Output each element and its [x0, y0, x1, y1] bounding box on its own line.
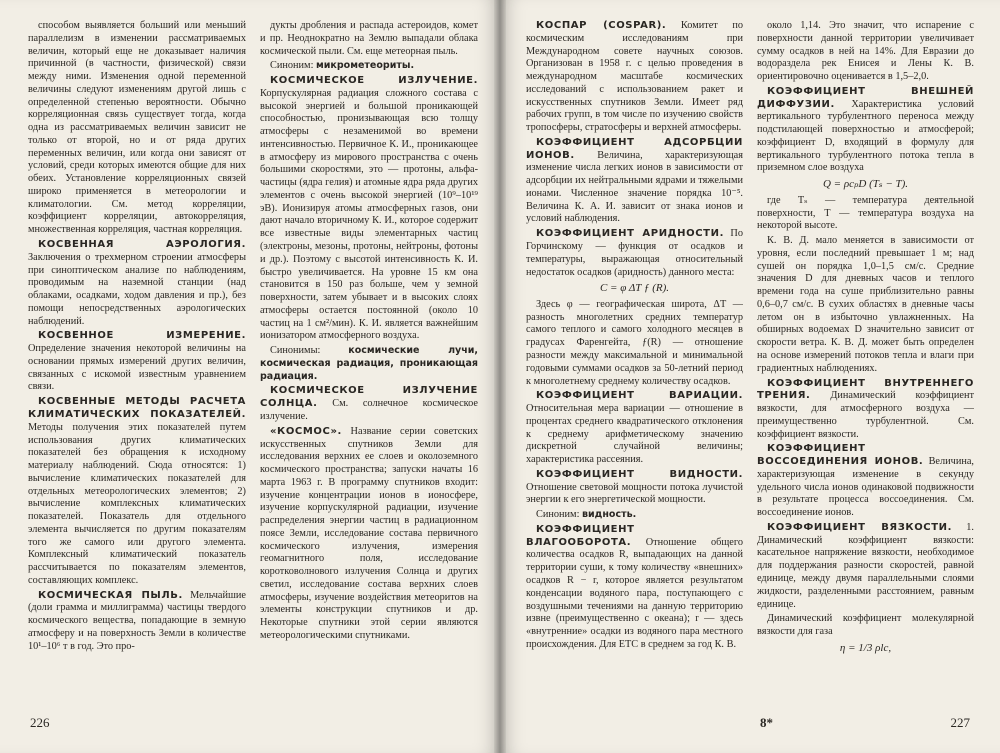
synonym-term: микрометеориты. [316, 60, 415, 72]
dictionary-entry [757, 613, 974, 639]
dictionary-entry [757, 443, 974, 520]
entry-headword: КОСВЕННАЯ АЭРОЛОГИЯ. [38, 239, 246, 251]
synonym-label: Синоним: [536, 509, 580, 521]
entry-headword: КОСВЕННОЕ ИЗМЕРЕНИЕ. [38, 330, 246, 342]
synonym-label: Синонимы: [270, 345, 321, 357]
entry-paragraph [28, 239, 246, 328]
entry-text: Методы получения этих показателей путем использования других климатических показателей без обращения к исходному материалу наблюдений. Сюда относятся: 1) вычисление климатических показателей для отдельных метеорологических элементов; 2) вычисление комплексных климатических показателей. Показатель для отдельного элемента вычисляется по другим показателям того же самого или другого элемента. Комплексный климатический показатель рассчитывается по показателям элементов, составляющих комплекс. [28, 421, 246, 586]
book-gutter [494, 0, 506, 753]
entry-text: Относительная мера вариации — отношение в процентах среднего квадратического отклонения к среднему арифметическому значению дискретной случайной величины; характеристика рассеяния. [526, 403, 743, 466]
entry-headword: КОЭФФИЦИЕНТ ВИДНОСТИ. [536, 468, 743, 480]
entry-headword: КОСПАР (COSPAR). [536, 20, 667, 31]
dictionary-entry [757, 522, 974, 611]
signature-mark: 8* [760, 715, 773, 730]
entry-paragraph [757, 378, 974, 442]
dictionary-entry [260, 345, 478, 383]
left-page-columns [28, 20, 478, 705]
entry-headword: КОЭФФИЦИЕНТ АДСОРБЦИИ ИОНОВ. [526, 136, 743, 161]
dictionary-entry [757, 235, 974, 375]
entry-headword: КОСМИЧЕСКОЕ ИЗЛУЧЕНИЕ СОЛНЦА. [260, 385, 478, 410]
entry-text: По Горчинскому — функция от осадков и температуры, выражающая относительный недостаток осадков (аридность) данного места: [526, 228, 743, 278]
entry-text: где Tₛ — температура деятельной поверхности, T — температура воздуха на некоторой высоте. [757, 194, 974, 232]
entry-paragraph [526, 509, 743, 522]
dictionary-entry [260, 75, 478, 343]
dictionary-entry [28, 239, 246, 328]
entry-text: Определение значения некоторой величины на основании прямых измерений других величин, связанных с искомой известным уравнением связи. [28, 343, 246, 393]
entry-text: Заключения о трехмерном строении атмосферы при синоптическом анализе по наблюдениям, проводимым на наземной станции (над облаками, осадками, ходом давления и пр.), без помощи непосредственных аэрологических наблюдений. [28, 251, 246, 327]
dictionary-entry [28, 330, 246, 394]
dictionary-entry [260, 385, 478, 423]
entry-paragraph [757, 195, 974, 233]
entry-paragraph [526, 469, 743, 507]
entry-text: Отношение общего количества осадков R, выпадающих на данной территории суши, к тому количеству «внешних» осадков R − r, которое является результатом конденсации водяного пара, поступающего с воздушными течениями на данную территорию извне (преимущественно с океана); r — здесь «внутренние» осадки из водяного пара местного происхождения. Для ЕТС в среднем за год К. В. [526, 536, 743, 650]
synonym-label: Синоним: [270, 60, 314, 72]
entry-paragraph [260, 60, 478, 73]
dictionary-entry [260, 426, 478, 643]
dictionary-entry [526, 390, 743, 467]
dictionary-entry [757, 642, 974, 656]
entry-headword: КОСВЕННЫЕ МЕТОДЫ РАСЧЕТА КЛИМАТИЧЕСКИХ ПОКАЗАТЕЛЕЙ. [28, 396, 246, 420]
entry-headword: КОЭФФИЦИЕНТ ВНУТРЕННЕГО ТРЕНИЯ. [757, 377, 974, 402]
page-number: 227 [950, 715, 970, 730]
dictionary-entry [526, 137, 743, 226]
dictionary-entry [28, 396, 246, 587]
entry-headword: КОСМИЧЕСКОЕ ИЗЛУЧЕНИЕ. [270, 75, 478, 87]
synonym-term: космические лучи, космическая радиация, проникающая радиация. [260, 345, 478, 382]
left-column-2 [260, 20, 478, 705]
dictionary-entry [757, 20, 974, 84]
entry-text: Величина, характеризующая изменение числа легких ионов в зависимости от адсорбции их нейтральными ядрами и тяжелыми ионами. Численное значение порядка 10⁻⁵. Величина К. А. И. зависит от знака ионов и условий наблюдения. [526, 149, 743, 225]
entry-text: Характеристика условий вертикального турбулентного переноса между подстилающей поверхностью и атмосферой; коэффициент D, входящий в формулу для вертикального турбулентного потока тепла в приземном слое воздуха [757, 98, 974, 174]
entry-headword: КОСМИЧЕСКАЯ ПЫЛЬ. [38, 589, 183, 601]
dictionary-entry [757, 86, 974, 175]
entry-headword: КОЭФФИЦИЕНТ ВОССОЕДИНЕНИЯ ИОНОВ. [757, 443, 924, 468]
entry-headword: КОЭФФИЦИЕНТ ВЯЗКОСТИ. [767, 521, 953, 533]
formula: Q = ρcₚD (Tₛ − T). [822, 178, 909, 191]
entry-text: Мельчайшие (доли грамма и миллиграмма) частицы твердого космического вещества, попадающие в земную атмосферу и на поверхность Земли в количестве 10¹–10⁶ т в год. Это про- [28, 589, 246, 652]
dictionary-entry [526, 524, 743, 652]
right-page-columns [526, 20, 974, 705]
dictionary-entry [757, 378, 974, 442]
entry-headword: «КОСМОС». [270, 425, 342, 437]
entry-paragraph [757, 20, 974, 84]
entry-text: Отношение световой мощности потока лучистой энергии к его энергетической мощности. [526, 481, 743, 506]
entry-paragraph [28, 20, 246, 237]
entry-text: Здесь φ — географическая широта, ΔT — разность многолетних средних температур самого теплого и самого холодного месяцев в градусах Фаренгейта, ƒ(R) — отношение разности между максимальной и минимальной годовыми суммами осадков за 50-летний период к многолетнему среднему количеству осадков. [526, 298, 743, 387]
dictionary-entry [260, 60, 478, 73]
entry-headword: КОЭФФИЦИЕНТ АРИДНОСТИ. [536, 228, 724, 240]
dictionary-entry [260, 20, 478, 58]
formula: η = 1/3 ρlc, [839, 641, 892, 654]
entry-text: около 1,14. Это значит, что испарение с поверхности данной территории увеличивает сумму осадков в ней на 14%. Для Евразии до водораздела рек Енисея и Лены К. В. ориентировочно оценивается в 1,5–2,0. [757, 20, 974, 83]
entry-paragraph [260, 385, 478, 423]
dictionary-entry [526, 299, 743, 388]
right-column-2 [757, 20, 974, 705]
dictionary-entry [757, 178, 974, 192]
dictionary-entry [526, 228, 743, 279]
entry-paragraph [526, 228, 743, 279]
entry-paragraph [526, 20, 743, 135]
dictionary-entry [526, 20, 743, 135]
entry-paragraph [260, 426, 478, 643]
entry-text: Название серии советских искусственных спутников Земли для исследования верхних ее слоев и околоземного космического пространства; запуски начаты 16 марта 1963 г. В программу спутников входит: изучение концентрации ионов в ионосфере, изучение корпускулярной радиации, изучение распределения энергии частиц в радиационном поясе Земли, исследование состава первичного космического излучения, измерения геомагнитного поля, исследование коротковолнового излучения Солнца и других светил, исследование состава верхних слоев атмосферы, изучение воздействия метеоритов на элементы конструкции спутников и др. Некоторые спутники этой серии являются метеорологическими спутниками. [260, 425, 478, 641]
entry-paragraph [757, 235, 974, 375]
dictionary-entry [526, 282, 743, 296]
page-number: 226 [30, 715, 50, 730]
entry-text: Комитет по космическим исследованиям при Международном совете научных союзов. Организован в 1958 г. с целью проведения в международном масштабе космических исследований с использованием ракет и искусственных спутников Земли. Имеет ряд рабочих групп, в том числе по изучению свойств тропосферы, стратосферы и верхней атмосферы. [526, 20, 743, 134]
entry-text: Динамический коэффициент молекулярной вязкости для газа [757, 613, 974, 638]
formula: С = φ ΔT ƒ (R). [599, 282, 670, 295]
entry-paragraph [526, 390, 743, 467]
entry-headword: КОЭФФИЦИЕНТ ВАРИАЦИИ. [536, 390, 743, 402]
right-column-1 [526, 20, 743, 705]
entry-text: 1. Динамический коэффициент вязкости: касательное напряжение вязкости, необходимое для поддержания разности скоростей, равной единице, между двумя параллельными слоями жидкости, разделенными расстоянием, равным единице. [757, 521, 974, 610]
entry-paragraph [260, 345, 478, 383]
left-column-1 [28, 20, 246, 705]
synonym-term: видность. [582, 509, 637, 521]
entry-paragraph [260, 75, 478, 343]
entry-paragraph [526, 524, 743, 652]
entry-paragraph [757, 443, 974, 520]
entry-paragraph [526, 137, 743, 226]
dictionary-entry [28, 590, 246, 654]
dictionary-entry [526, 469, 743, 507]
entry-paragraph [260, 20, 478, 58]
entry-paragraph [757, 613, 974, 639]
entry-paragraph [28, 590, 246, 654]
dictionary-entry [526, 509, 743, 522]
entry-text: Корпускулярная радиация сложного состава с высокой энергией и большой проникающей способностью, пронизывающая всю толщу атмосферы с незаменимой во времени интенсивностью. Первичное К. И., проникающее в атмосферу из мирового пространства с очень большими скоростями, это — протоны, альфа-частицы (ядра гелия) и атомные ядра ряда других элементов с очень высокой энергией (10⁹–10¹⁹ эВ). Ионизируя атомы атмосферных газов, они дают начало вторичному К. И., которое содержит все известные виды элементарных частиц (электроны, мезоны, протоны, нейтроны, фотоны и др.). Поэтому с высотой интенсивность К. И. быстро увеличивается. На уровне 15 км она становится в 150 раз больше, чем у земной поверхности, затем убывает и в высоких слоях атмосферы остается постоянной (около 10 частиц на 1 см²/мин). К. И. является важнейшим ионизатором атмосферного воздуха. [260, 87, 478, 342]
dictionary-entry [757, 195, 974, 233]
entry-text: К. В. Д. мало меняется в зависимости от уровня, если последний превышает 1 м; над сушей он порядка 1,0–1,5 см/с. Средние значения D для дневных часов и теплого времени года на суше приблизительно равны 0,6–0,7 см/с. В сухих областях в дневные часы летом он в избыточно увлажненных. На обширных водоемах D значительно зависит от скорости ветра. К. В. Д. может быть определен на основе измерений потоков тепла и влаги при градиентных наблюдениях. [757, 235, 974, 374]
entry-text: См. солнечное космическое излучение. [260, 398, 478, 422]
dictionary-entry [28, 20, 246, 237]
entry-text: Динамический коэффициент вязкости, для атмосферного воздуха — преимущественно турбулентной. См. коэффициент вязкости. [757, 390, 974, 440]
entry-text: способом выявляется больший или меньший параллелизм в изменении рассматриваемых величин, который еще не доказывает наличия причинной (в частности, физической) связи между ними. Изменения одной переменной величины следуют изменениям другой лишь с определенной степенью вероятности. Обычно корреляционная связь существует тогда, когда одна из рассматриваемых величин зависит не только от второй, но и от ряда других переменных величин, или когда они зависят от условий, среди которых имеются общие для них обеих. Установление корреляционных связей широко применяется в метеорологии и климатологии. См. метод корреляции, коэффициент корреляции, автокорреляция, множественная корреляция, частная корреляция. [28, 20, 246, 236]
entry-headword: КОЭФФИЦИЕНТ ВНЕШНЕЙ ДИФФУЗИИ. [757, 85, 974, 110]
entry-text: Величина, характеризующая изменение в секунду удельного числа ионов одинаковой подвижности в результате процесса воссоединения. См. воссоединение ионов. [757, 456, 974, 519]
entry-paragraph [526, 299, 743, 388]
entry-paragraph [28, 330, 246, 394]
entry-text: дукты дробления и распада астероидов, комет и пр. Неоднократно на Землю выпадали облака космической пыли. См. еще метеорная пыль. [260, 20, 478, 57]
entry-paragraph [757, 522, 974, 611]
entry-paragraph [757, 86, 974, 175]
entry-headword: КОЭФФИЦИЕНТ ВЛАГООБОРОТА. [526, 523, 635, 548]
entry-paragraph [28, 396, 246, 587]
right-page [500, 0, 1000, 753]
